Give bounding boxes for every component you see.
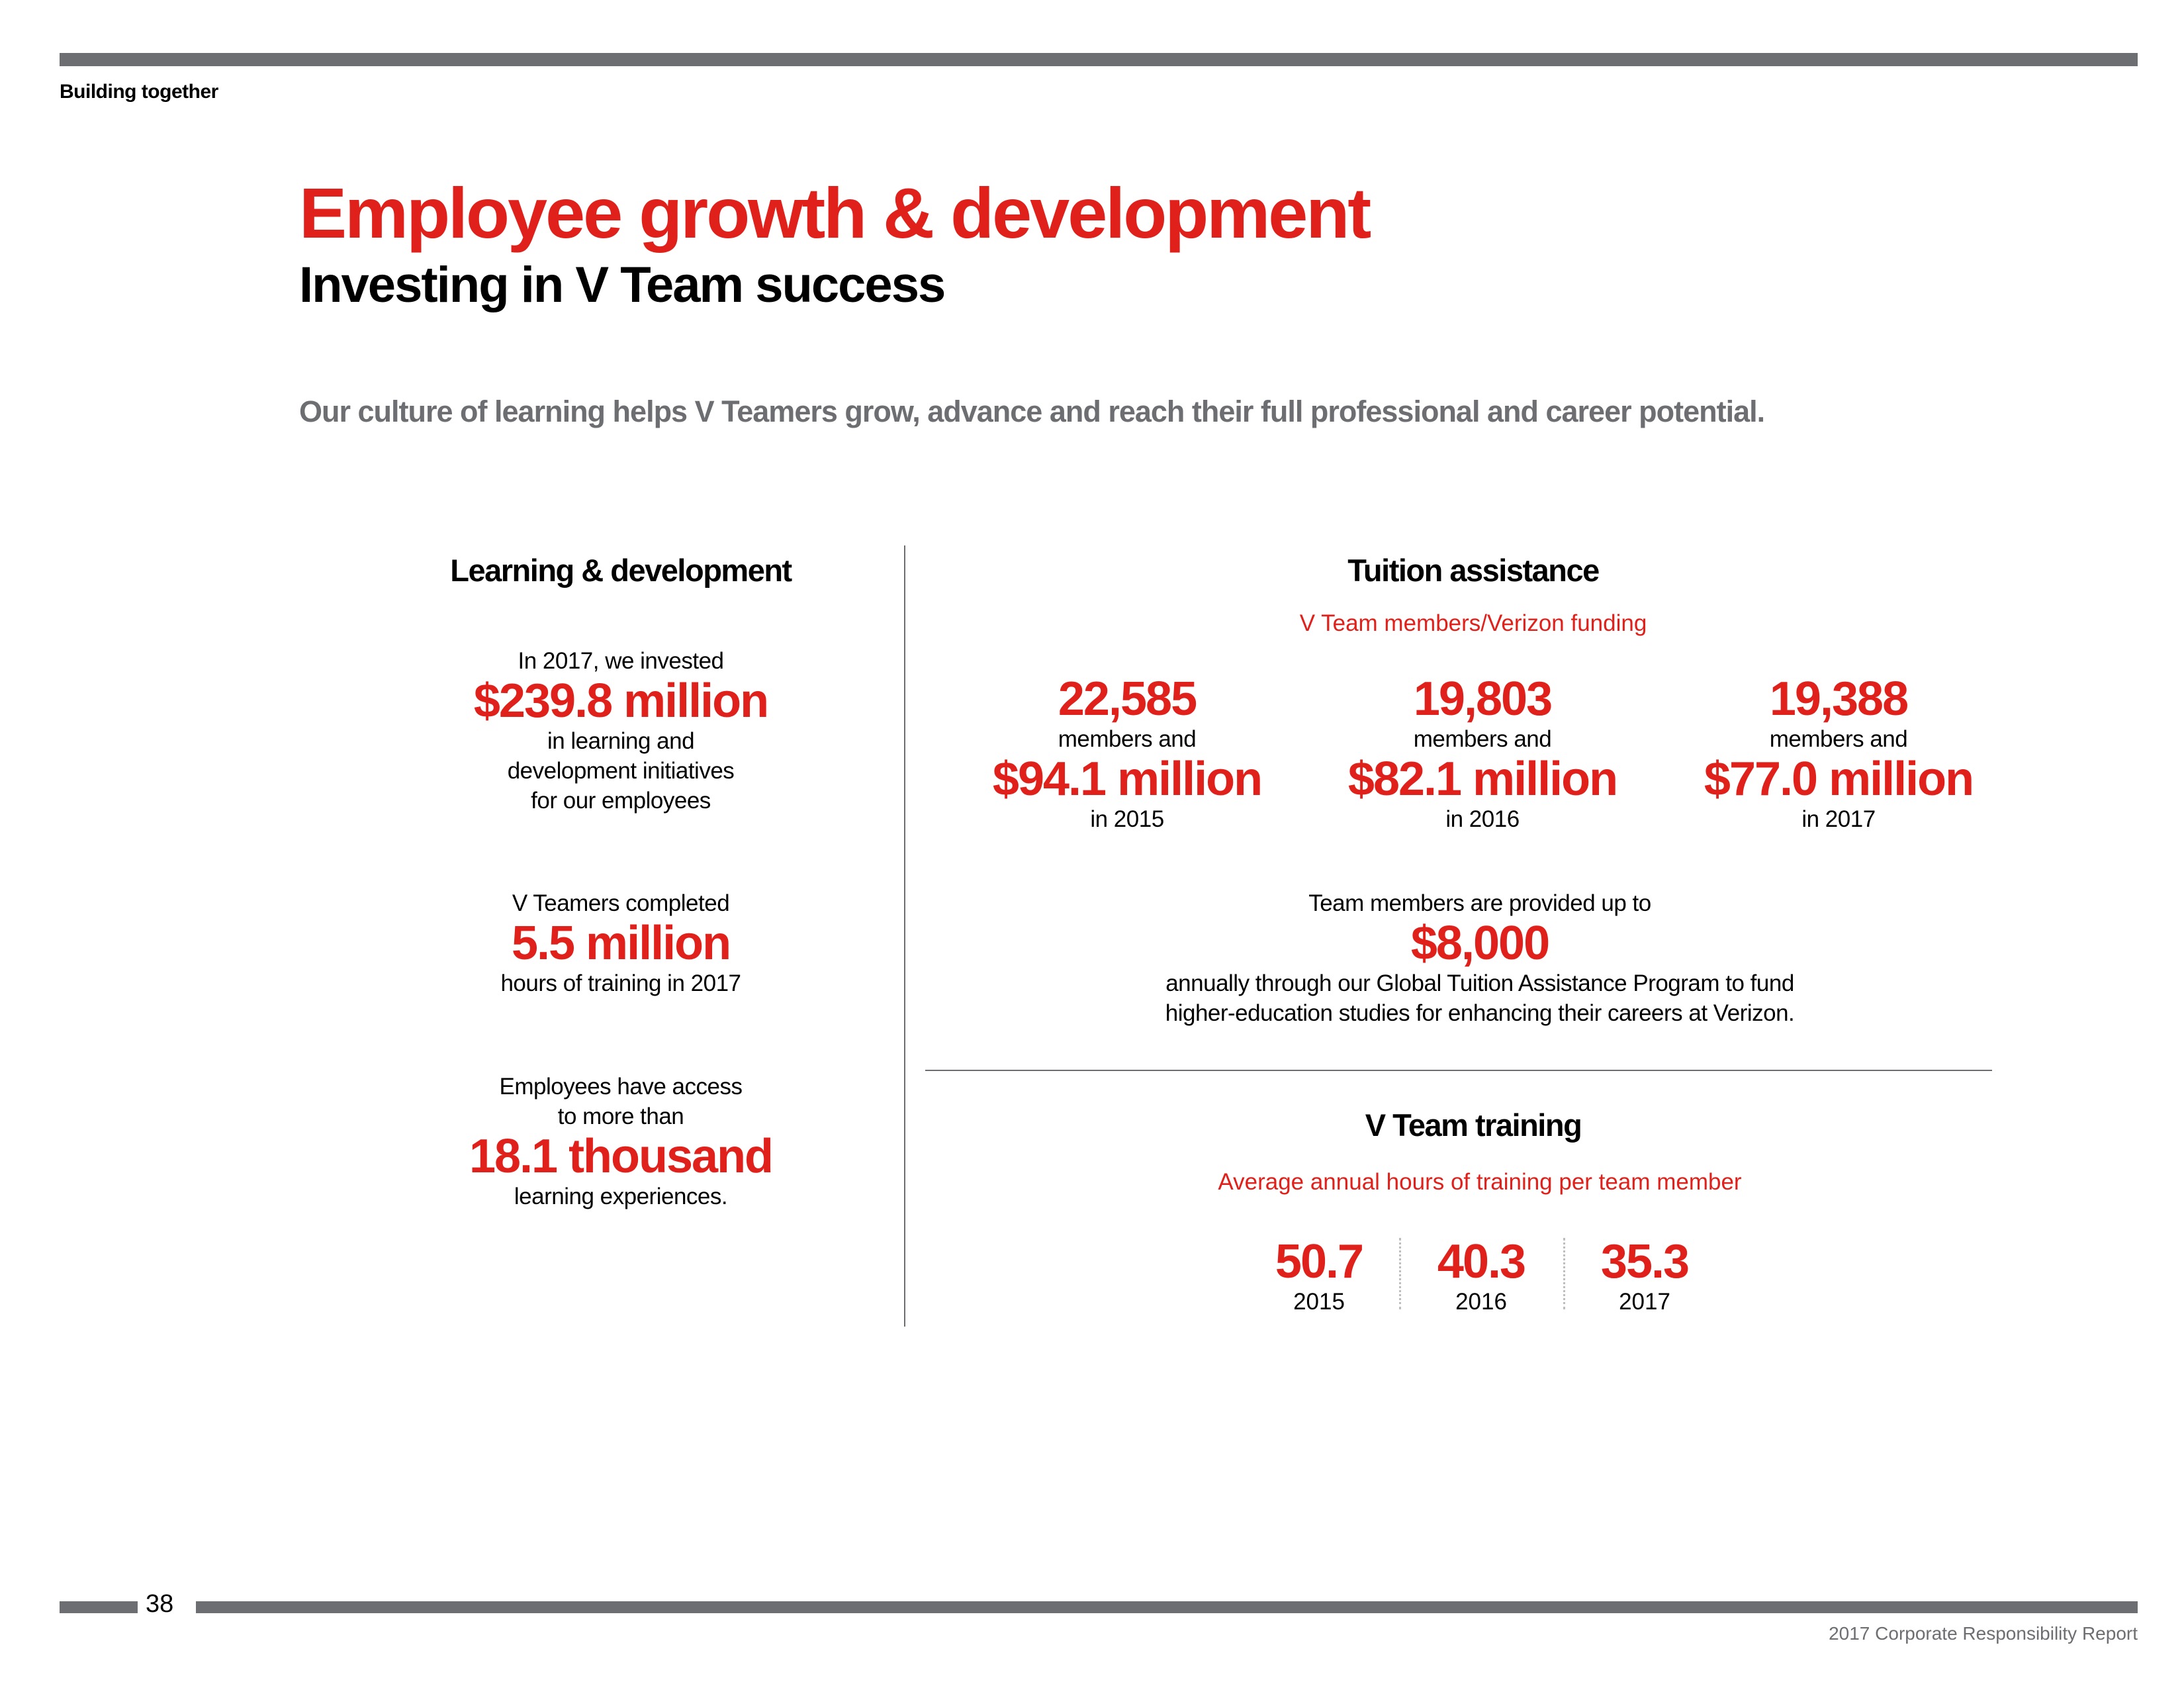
tuition-year-2015 xyxy=(942,674,1312,834)
section-divider xyxy=(925,1070,1992,1071)
intro-text: Our culture of learning helps V Teamers grow, advance and reach their full professional and career potential. xyxy=(299,395,1765,428)
tuition-heading: Tuition assistance xyxy=(1347,553,1599,588)
members-label: members and xyxy=(1413,726,1552,752)
training-value: 35.3 xyxy=(1600,1235,1689,1288)
training-separator xyxy=(1563,1238,1565,1309)
page-number: 38 xyxy=(146,1590,174,1618)
members-value: 19,803 xyxy=(1413,673,1552,726)
tuition-subheading: V Team members/Verizon funding xyxy=(1299,610,1647,636)
invested-value: $239.8 million xyxy=(473,675,768,727)
training-year: 2016 xyxy=(1455,1289,1507,1315)
experiences-value: 18.1 thousand xyxy=(469,1130,773,1183)
training-value: 40.3 xyxy=(1437,1235,1525,1288)
training-year: 2017 xyxy=(1619,1289,1670,1315)
invested-line3: for our employees xyxy=(531,788,711,814)
invested-stat xyxy=(389,646,852,816)
training-item-2017 xyxy=(1572,1237,1717,1317)
year-label: in 2015 xyxy=(1090,806,1164,832)
tuition-program-stat xyxy=(1083,888,1877,1028)
members-value: 19,388 xyxy=(1769,673,1908,726)
hours-value: 5.5 million xyxy=(511,917,731,970)
invested-lead: In 2017, we invested xyxy=(518,648,724,674)
members-value: 22,585 xyxy=(1058,673,1197,726)
page-subtitle: Investing in V Team success xyxy=(299,257,945,313)
program-lead: Team members are provided up to xyxy=(1308,890,1651,916)
column-divider xyxy=(904,545,905,1327)
hours-tail: hours of training in 2017 xyxy=(500,970,741,996)
training-subheading: Average annual hours of training per team member xyxy=(1218,1169,1742,1195)
tuition-year-2017 xyxy=(1653,674,2024,834)
members-label: members and xyxy=(1058,726,1197,752)
invested-line1: in learning and xyxy=(547,728,695,754)
section-label: Building together xyxy=(60,81,218,103)
training-value: 50.7 xyxy=(1275,1235,1363,1288)
hours-lead: V Teamers completed xyxy=(512,890,730,916)
training-item-2015 xyxy=(1246,1237,1392,1317)
page-title: Employee growth & development xyxy=(299,173,1370,253)
experiences-line2: to more than xyxy=(557,1103,684,1129)
funding-value: $94.1 million xyxy=(992,753,1262,806)
program-line2: higher-education studies for enhancing their careers at Verizon. xyxy=(1165,1000,1795,1026)
bottom-rule-left xyxy=(60,1601,138,1613)
tuition-year-2016 xyxy=(1297,674,1668,834)
funding-value: $77.0 million xyxy=(1704,753,1974,806)
training-item-2016 xyxy=(1408,1237,1554,1317)
invested-line2: development initiatives xyxy=(507,758,735,784)
hours-stat xyxy=(389,888,852,998)
report-name: 2017 Corporate Responsibility Report xyxy=(1829,1623,2138,1644)
members-label: members and xyxy=(1769,726,1908,752)
training-year: 2015 xyxy=(1293,1289,1345,1315)
funding-value: $82.1 million xyxy=(1347,753,1617,806)
experiences-tail: learning experiences. xyxy=(514,1184,728,1209)
year-label: in 2016 xyxy=(1445,806,1520,832)
training-separator xyxy=(1399,1238,1401,1309)
year-label: in 2017 xyxy=(1801,806,1876,832)
experiences-line1: Employees have access xyxy=(499,1074,743,1100)
top-rule xyxy=(60,53,2138,66)
program-line1: annually through our Global Tuition Assistance Program to fund xyxy=(1165,970,1794,996)
learning-heading: Learning & development xyxy=(450,553,792,588)
program-value: $8,000 xyxy=(1410,917,1549,970)
training-heading: V Team training xyxy=(1365,1107,1582,1143)
bottom-rule-right xyxy=(196,1601,2138,1613)
experiences-stat xyxy=(389,1072,852,1211)
